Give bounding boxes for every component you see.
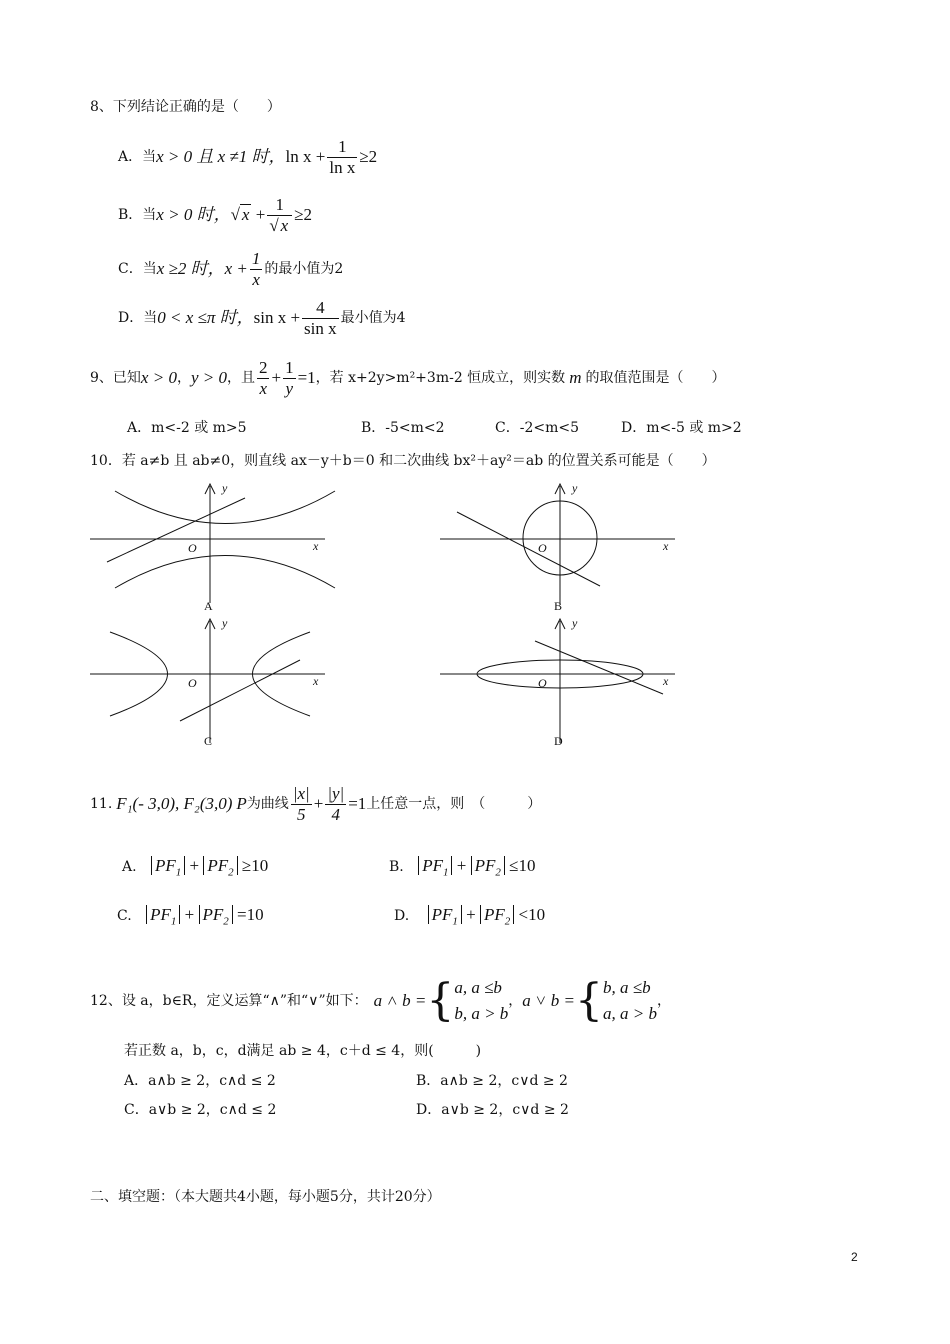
q9-fraction-2: $\frac{1}{y}$	[285, 357, 294, 398]
figure-c-caption: C	[204, 734, 213, 748]
q8-option-b	[118, 193, 312, 237]
q8-stem: 8、下列结论正确的是（ ）	[90, 99, 281, 115]
q8-a-condition: x > 0 且 x ≠1 时，	[156, 147, 286, 166]
q12-or-cases: b, a ≤b a, a > b	[603, 978, 657, 1023]
q11-curve-suffix: 上任意一点，则 （ ）	[366, 796, 542, 812]
q11-stem	[90, 776, 541, 832]
q11-point: P	[236, 794, 247, 813]
q10-figures	[85, 478, 705, 753]
q8-d-tail: 最小值为4	[340, 310, 406, 326]
q9-option-c: C．-2<m<5	[495, 420, 579, 436]
figure-c-origin-label: O	[188, 676, 197, 690]
figure-a	[90, 484, 335, 603]
q9-and: ，且	[226, 370, 255, 386]
q8-b-condition: x > 0 时，	[156, 205, 231, 224]
q8-b-fraction: $\frac{1}{√ x}$	[267, 195, 292, 236]
q9-end: 的取值范围是（ ）	[585, 370, 726, 386]
q8-c-tail: 的最小值为2	[264, 261, 344, 277]
q8-c-condition: x ≥2 时，	[156, 259, 225, 278]
q12-or-definition: a ˅ b =	[522, 991, 575, 1010]
figure-a-y-label: y	[222, 481, 228, 495]
q12-condition: 若正数 a，b，c，d满足 ab ≥ 4，c＋d ≤ 4，则( )	[124, 1043, 482, 1059]
q12-and-definition: a ˄ b =	[373, 991, 427, 1010]
figure-d-origin-label: O	[538, 676, 547, 690]
q8-option-a	[118, 135, 377, 179]
q8-a-fraction: $\frac{1}{\text{ln x}}$	[329, 136, 356, 177]
q12-and-cases: a, a ≤b b, a > b	[454, 978, 509, 1023]
q8-option-c	[118, 247, 343, 291]
q12-option-b: B．a∧b ≥ 2，c∨d ≥ 2	[416, 1073, 568, 1089]
q9-option-a: A．m<-2 或 m>5	[127, 420, 247, 436]
q9-condition-x: x > 0	[140, 368, 177, 387]
figure-b-x-label: x	[663, 539, 669, 553]
q9-variable: m	[569, 368, 582, 387]
q11-option-b: B. $PF_1 + PF_2 \le 10$	[389, 856, 536, 879]
figure-a-line	[107, 498, 245, 562]
q8-d-label: D．当	[118, 310, 158, 326]
q12-option-a: A．a∧b ≥ 2，c∧d ≤ 2	[124, 1073, 276, 1089]
figure-c-y-label: y	[222, 616, 228, 630]
q8-a-expression: ln x +	[285, 147, 326, 166]
q11-plus: +	[313, 794, 324, 813]
figure-c-line	[180, 660, 300, 721]
q11-option-c: C. $PF_1 + PF_2 =10$	[117, 905, 264, 928]
q8-c-fraction: $\frac{1}{x}$	[251, 248, 261, 289]
q9-inequality: ，若 x+2y>m²+3m-2 恒成立，则实数	[315, 370, 566, 386]
figure-a-hyperbola-lower	[115, 556, 335, 589]
q8-d-condition: 0 < x ≤π 时，	[157, 308, 254, 327]
q9-equals: =1	[297, 368, 316, 387]
figure-d-x-label: x	[663, 674, 669, 688]
q9-option-b: B．-5<m<2	[361, 420, 445, 436]
q8-d-expression: sin x +	[253, 308, 301, 327]
q8-c-expression: x +	[224, 259, 248, 278]
q12-option-d: D．a∨b ≥ 2，c∨d ≥ 2	[416, 1102, 569, 1118]
figure-b	[440, 484, 675, 603]
figure-a-origin-label: O	[188, 541, 197, 555]
section-2-heading: 二、填空题：（本大题共4小题，每小题5分，共计20分）	[90, 1189, 441, 1205]
q9-condition-y: y > 0	[190, 368, 227, 387]
q11-foci: F₁(- 3,0), F₂(3,0)	[116, 794, 233, 813]
q9-stem: 9、已知 x > 0 ， y > 0 ，且 $\frac{2}{x}$ + $\frac{1}{y}$ =1 ，若 x+2y>m²+3m-2 恒成立，则实数 m 的取值范围是（ ）	[90, 357, 726, 398]
q9-prefix: 9、已知	[90, 370, 141, 386]
q8-b-label: B．当	[118, 207, 157, 223]
q11-equals: =1	[348, 794, 367, 813]
figure-d-y-label: y	[572, 616, 578, 630]
page-number: 2	[851, 1250, 858, 1264]
q12-stem-text: 12、设 a，b∈R，定义运算“∧”和“∨”如下：	[90, 993, 368, 1009]
q8-a-label: A．当	[118, 149, 157, 165]
q11-fraction-y: $\frac{|y|}{4}$	[327, 783, 345, 824]
q12-option-c: C．a∨b ≥ 2，c∧d ≤ 2	[124, 1102, 277, 1118]
q8-d-fraction: $\frac{4}{\text{sin x}}$	[304, 297, 337, 338]
q11-option-a: A. $PF_1 + PF_2 \ge 10$	[122, 856, 269, 879]
q9-plus: +	[271, 368, 282, 387]
q8-c-label: C．当	[118, 261, 157, 277]
figure-d-caption: D	[554, 734, 563, 748]
figure-c	[90, 619, 325, 743]
q11-number: 11.	[90, 796, 113, 812]
q9-fraction-1: $\frac{2}{x}$	[258, 357, 268, 398]
q12-stem: 12、设 a，b∈R，定义运算“∧”和“∨”如下： a ˄ b = { a, a ≤b b, a > b ， a ˅ b = { b, a ≤b a, a > b ，	[90, 975, 671, 1026]
q8-a-tail: ≥2	[359, 147, 378, 166]
q8-option-d	[118, 296, 406, 340]
q8-b-tail: ≥2	[294, 205, 313, 224]
figure-a-caption: A	[204, 599, 213, 613]
q11-fraction-x: $\frac{|x|}{5}$	[292, 783, 310, 824]
figure-b-origin-label: O	[538, 541, 547, 555]
q8-b-sqrt: √ x +	[230, 205, 266, 224]
q11-option-d: D. $PF_1 + PF_2 <10$	[394, 905, 546, 928]
q9-option-d: D．m<-5 或 m>2	[621, 420, 742, 436]
figure-b-y-label: y	[572, 481, 578, 495]
q10-stem: 10．若 a≠b 且 ab≠0，则直线 ax－y＋b＝0 和二次曲线 bx²＋ay²＝ab 的位置关系可能是（ ）	[90, 453, 716, 469]
q11-curve-prefix: 为曲线	[246, 796, 289, 812]
figure-b-line	[457, 512, 600, 586]
figure-a-x-label: x	[313, 539, 319, 553]
figure-d	[440, 619, 675, 743]
figure-c-x-label: x	[313, 674, 319, 688]
figure-b-caption: B	[554, 599, 563, 613]
